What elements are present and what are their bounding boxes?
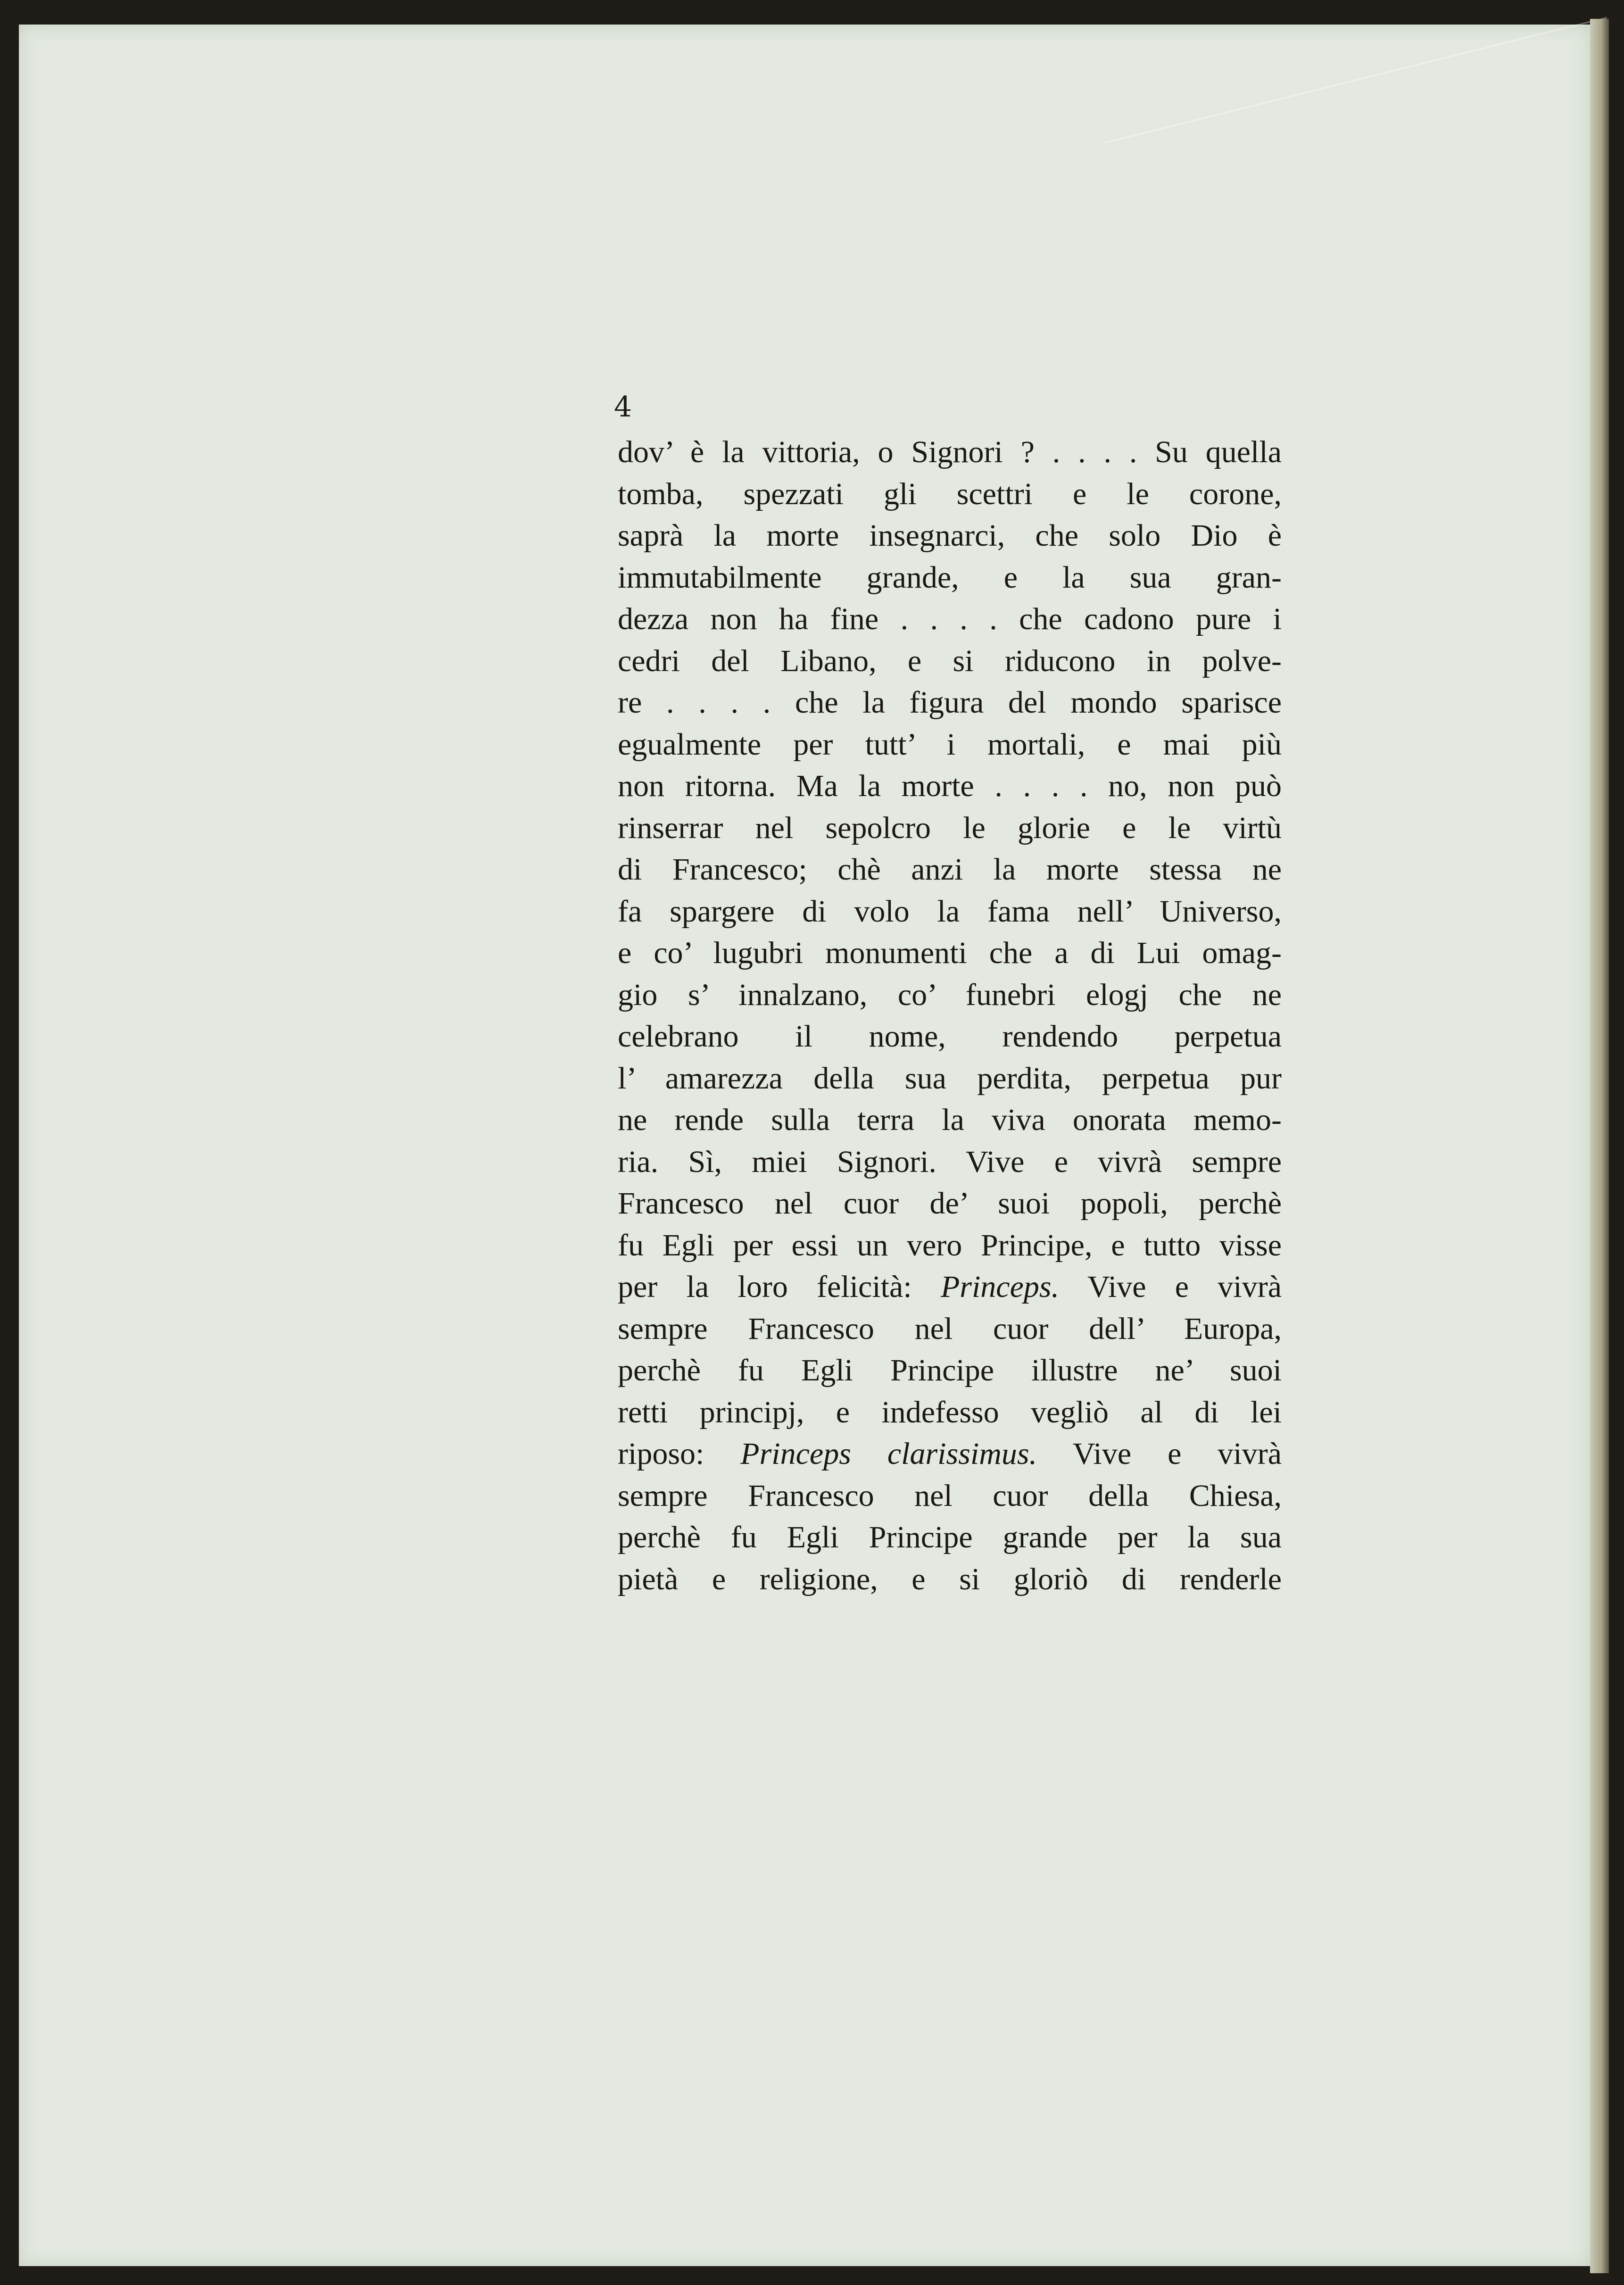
text-line: gio s’ innalzano, co’ funebri elogj che ne xyxy=(618,977,1282,1012)
text-line: pietà e religione, e si gloriò di renderle xyxy=(618,1562,1282,1596)
text-line: dov’ è la vittoria, o Signori ? . . . . Su quella xyxy=(618,435,1282,469)
text-line xyxy=(618,1433,1282,1475)
text-line: cedri del Libano, e si riducono in polve- xyxy=(618,643,1282,678)
text-line: sempre Francesco nel cuor dell’ Europa, xyxy=(618,1311,1282,1346)
text-segment: Vive e vivrà xyxy=(1037,1437,1282,1471)
text-line: ria. Sì, miei Signori. Vive e vivrà sempre xyxy=(618,1144,1282,1179)
paper-crease xyxy=(1103,17,1624,217)
text-line: perchè fu Egli Principe grande per la sua xyxy=(618,1520,1282,1554)
italic-latin-phrase: Princeps. xyxy=(940,1270,1060,1304)
text-line: saprà la morte insegnarci, che solo Dio è xyxy=(618,518,1282,553)
text-line: immutabilmente grande, e la sua gran- xyxy=(618,560,1282,595)
page-number: 4 xyxy=(614,391,632,424)
text-line: tomba, spezzati gli scettri e le corone, xyxy=(618,476,1282,511)
text-line: retti principj, e indefesso vegliò al di lei xyxy=(618,1395,1282,1429)
page-edge xyxy=(1590,19,1609,2273)
text-line: egualmente per tutt’ i mortali, e mai più xyxy=(618,727,1282,762)
text-segment: per la loro felicità: xyxy=(618,1270,941,1304)
text-line: dezza non ha fine . . . . che cadono pure i xyxy=(618,602,1282,636)
text-line: sempre Francesco nel cuor della Chiesa, xyxy=(618,1478,1282,1513)
text-line: ne rende sulla terra la viva onorata memo- xyxy=(618,1103,1282,1137)
text-line: fa spargere di volo la fama nell’ Universo, xyxy=(618,894,1282,929)
text-line: re . . . . che la figura del mondo sparisce xyxy=(618,685,1282,720)
text-line: l’ amarezza della sua perdita, perpetua pur xyxy=(618,1061,1282,1096)
text-line: celebrano il nome, rendendo perpetua xyxy=(618,1019,1282,1054)
text-line xyxy=(618,1266,1282,1308)
text-line: perchè fu Egli Principe illustre ne’ suoi xyxy=(618,1353,1282,1388)
text-line: di Francesco; chè anzi la morte stessa ne xyxy=(618,852,1282,887)
text-segment: Vive e vivrà xyxy=(1059,1270,1282,1304)
text-line: rinserrar nel sepolcro le glorie e le virtù xyxy=(618,810,1282,845)
text-segment: riposo: xyxy=(618,1437,741,1471)
text-line: e co’ lugubri monumenti che a di Lui omag- xyxy=(618,936,1282,970)
italic-latin-phrase: Princeps clarissimus. xyxy=(740,1437,1037,1471)
text-line: fu Egli per essi un vero Principe, e tutto visse xyxy=(618,1228,1282,1263)
text-line: Francesco nel cuor de’ suoi popoli, perchè xyxy=(618,1186,1282,1221)
body-text xyxy=(618,432,1282,1600)
text-line: non ritorna. Ma la morte . . . . no, non può xyxy=(618,769,1282,803)
